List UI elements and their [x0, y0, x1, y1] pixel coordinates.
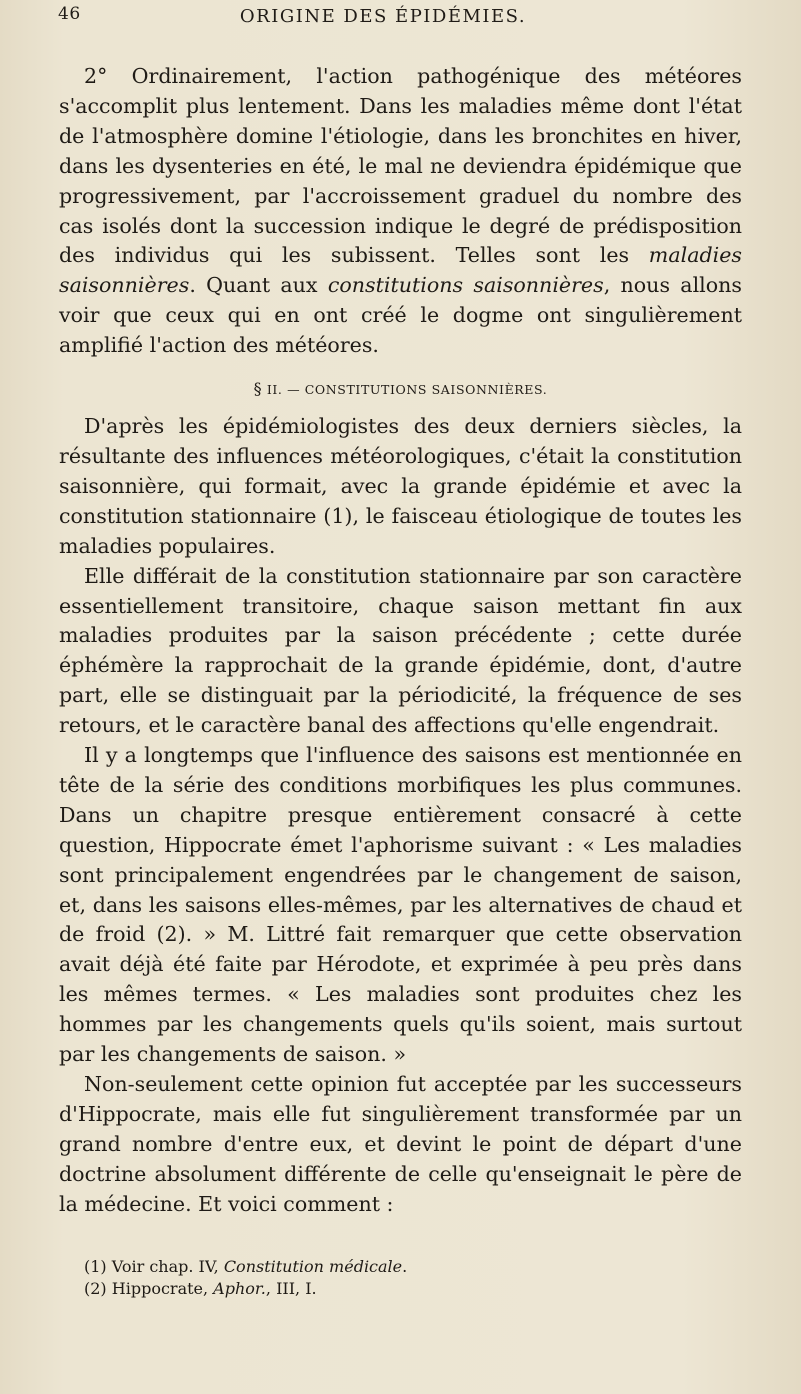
- paragraph-2: D'après les épidémiologistes des deux derniers siècles, la résultante des influences météorologiques, c'était la constitution saisonnière, qui formait, avec la grande épidémie et avec la constitution stationnaire (1), le faisceau étiologique de toutes les maladies populaires.: [59, 414, 742, 558]
- body-text: [59, 62, 742, 1220]
- paragraph-1: [59, 62, 742, 361]
- paragraph-3: Elle différait de la constitution stationnaire par son caractère essentiellement transitoire, chaque saison mettant fin aux maladies produites par la saison précédente ; cette durée éphémère la rapprochait de la grande épidémie, dont, d'autre part, elle se distinguait par la périodicité, la fréquence de ses retours, et le caractère banal des affections qu'elle engendrait.: [59, 563, 742, 738]
- paragraph-4: Il y a longtemps que l'influence des saisons est mentionnée en tête de la série des conditions morbifiques les plus communes. Dans un chapitre presque entièrement consacré à cette question, Hippocrate émet l'aphorisme suivant : « Les maladies sont principalement engendrées par le changement de saison, et, dans les saisons elles-mêmes, par les alternatives de chaud et de froid (2). » M. Littré fait remarquer que cette observation avait déjà été faite par Hérodote, et exprimée à peu près dans les mêmes termes. « Les maladies sont produites chez les hommes par les changements quels qu'ils soient, mais surtout par les changements de saison. »: [59, 743, 742, 1067]
- footnote-2-text: Hippocrate,: [111, 1279, 214, 1298]
- footnote-2-emphasis: Aphor.: [213, 1279, 266, 1298]
- footnote-1-end: .: [402, 1257, 408, 1276]
- footnote-2: [61, 1278, 741, 1300]
- footnote-2-end: , III, I.: [265, 1279, 317, 1298]
- footnote-1-text: Voir chap. IV,: [111, 1257, 224, 1276]
- running-title: ORIGINE DES ÉPIDÉMIES.: [239, 6, 527, 27]
- footnote-1-marker: (1): [84, 1257, 107, 1276]
- section-sign: §: [253, 379, 263, 399]
- footnote-1-emphasis: Constitution médicale: [223, 1257, 403, 1276]
- paragraph-1-emphasis-1: maladies saisonnières: [59, 243, 742, 298]
- footnotes: [61, 1256, 741, 1300]
- running-head: [58, 4, 748, 32]
- section-heading: [59, 379, 742, 400]
- footnote-2-marker: (2): [84, 1279, 107, 1298]
- paragraph-1-text-c: , nous allons voir que ceux qui en ont créé le dogme ont singulièrement amplifié l'action des météores.: [59, 273, 742, 358]
- paragraph-1-text-a: 2° Ordinairement, l'action pathogénique des météores s'accomplit plus lentement. Dans les maladies même dont l'état de l'atmosphère domine l'étiologie, dans les bronchites en hiver, dans les dysenteries en été, le mal ne deviendra épidémique que progressivement, par l'accroissement graduel du nombre des cas isolés dont la succession indique le degré de prédisposition des individus qui les subissent. Telles sont les: [59, 64, 742, 268]
- paragraph-1-text-b: . Quant aux: [189, 273, 328, 298]
- paragraph-5: Non-seulement cette opinion fut acceptée par les successeurs d'Hippocrate, mais elle fut singulièrement transformée par un grand nombre d'entre eux, et devint le point de départ d'une doctrine absolument différente de celle qu'enseignait le père de la médecine. Et voici comment :: [59, 1072, 742, 1216]
- paragraph-1-emphasis-2: constitutions saisonnières: [327, 273, 604, 298]
- section-heading-text: II. — CONSTITUTIONS SAISONNIÈRES.: [266, 382, 548, 398]
- page-number: 46: [58, 4, 81, 24]
- footnote-1: [61, 1256, 741, 1278]
